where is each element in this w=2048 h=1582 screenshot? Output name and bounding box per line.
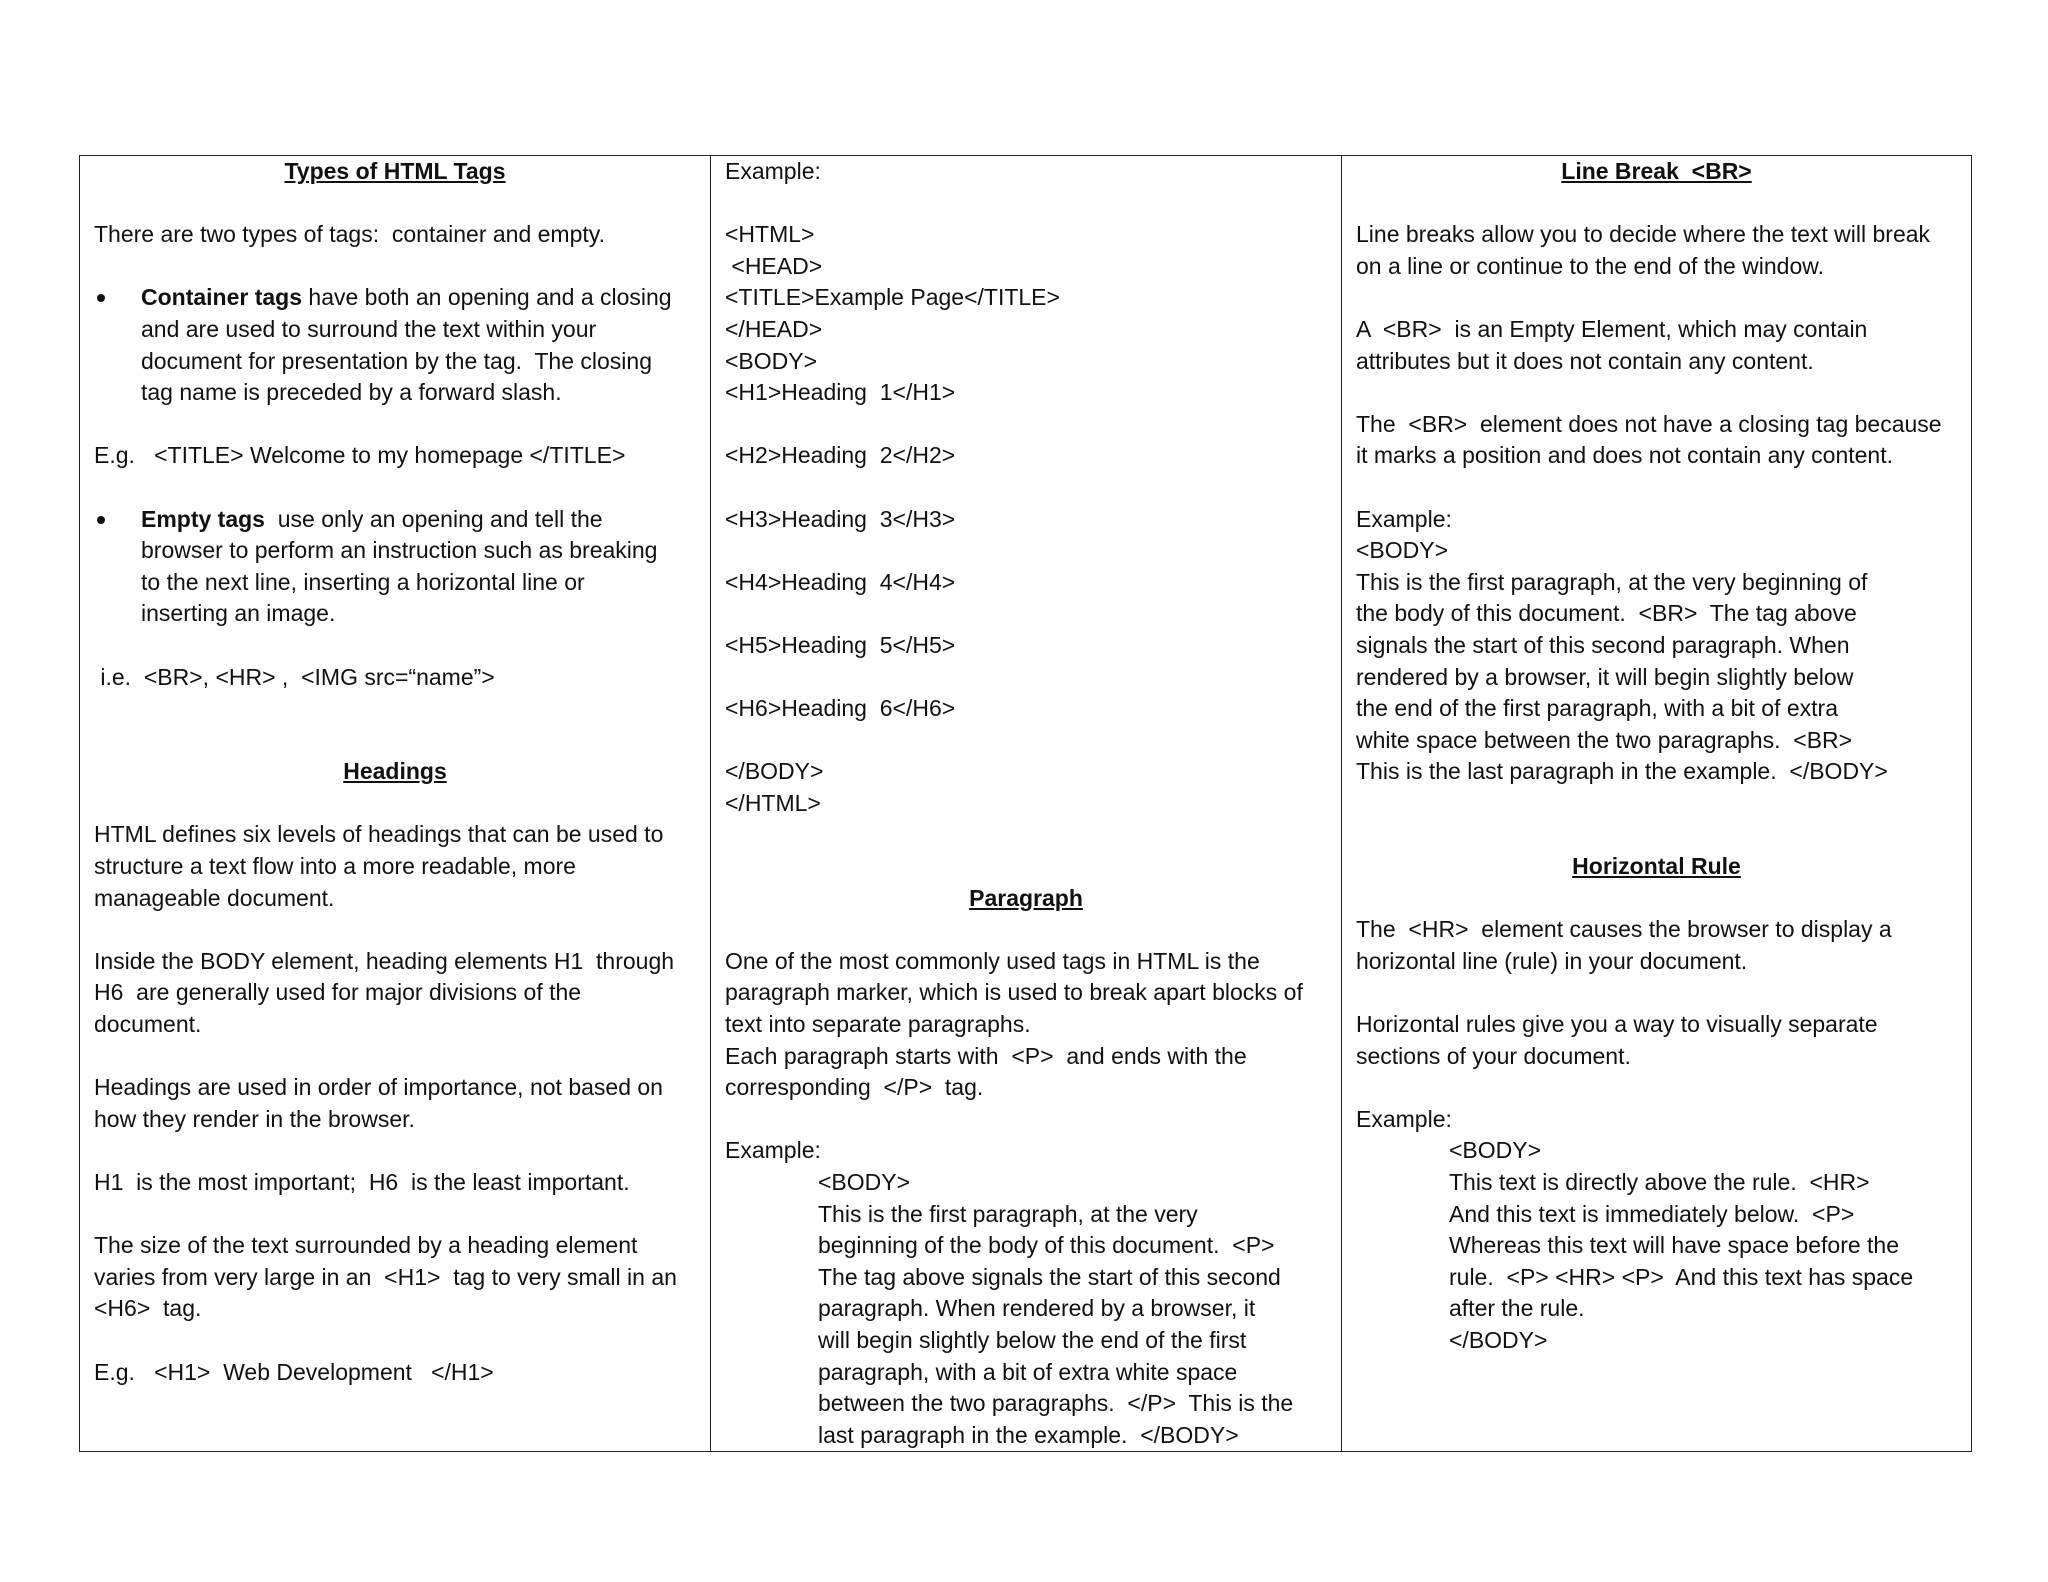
horizontal-rule-title: Horizontal Rule <box>1572 853 1741 880</box>
notes-table <box>79 155 1972 1452</box>
container-tags-term: Container tags <box>141 284 303 311</box>
example-label: Example: <box>725 158 821 184</box>
paragraph-example-label: Example: <box>725 1137 821 1164</box>
html-code-example: <HTML> <HEAD> <TITLE>Example Page</TITLE> </HEAD> <BODY> <H1>Heading 1</H1> <H2>Heading 2</H2> <H3>Heading 3</H3> <H4>Heading 4</H4> <H5>Heading 5</H5> <H6>Heading 6</H6> </BODY> </HTML> <box>725 221 1060 816</box>
h1-example: E.g. <H1> Web Development </H1> <box>94 1358 494 1385</box>
line-break-example-label: Example: <box>1356 505 1452 532</box>
paragraph-title: Paragraph <box>969 884 1083 911</box>
column-example-paragraph: Example: <HTML> <HEAD> <TITLE>Example Page</TITLE> </HEAD> <BODY> <H1>Heading 1</H1> <H2>Heading 2</H2> <H3>Heading 3</H3> <H4>Heading 4</H4> <H5>Heading 5</H5> <H6>Heading 6</H6> </BODY> </HTML> Paragraph One of the most commonly used tags in HTML is the paragraph marker, which is used to break apart blocks of text into separate paragraphs. Each paragraph starts with <P> and ends with the corresponding </P> tag. Example: <BODY> This is the first paragraph, at the very beginning of the body of this document. <P> The tag above signals the start of this second paragraph. When rendered by a browser, it will begin slightly below the end of the first paragraph, with a bit of extra white space between the two paragraphs. </P> This is the last paragraph in the example. </BODY> <box>711 156 1342 1451</box>
intro-text: There are two types of tags: container and empty. <box>94 221 605 248</box>
column-tag-types-headings: Types of HTML Tags There are two types of tags: container and empty. Container tags have both an opening and a closing and are used to surround the text within your document for presentation by the tag. The closing tag name is preceded by a forward slash. E.g. <TITLE> Welcome to my homepage </TITLE> Empty tags use only an opening and tell the browser to perform an instruction such as breaking to the next line, inserting a horizontal line or inserting an image. i.e. <BR>, <HR> , <IMG src=“name”> Headings HTML defines six levels of headings that can be used to structure a text flow into a more readable, more manageable document. Inside the BODY element, heading elements H1 through H6 are generally used for major divisions of the document. Headings are used in order of importance, not based on how they render in the browser. H1 is the most important; H6 is the least important. The size of the text surrounded by a heading element varies from very large in an <H1> tag to very small in an <H6> tag. E.g. <H1> Web Development </H1> <box>80 156 711 1451</box>
empty-tags-term: Empty tags <box>141 505 265 532</box>
title-example: E.g. <TITLE> Welcome to my homepage </TITLE> <box>94 442 626 469</box>
types-of-tags-title: Types of HTML Tags <box>284 158 506 184</box>
column-linebreak-hr: Line Break <BR> Line breaks allow you to decide where the text will break on a line or continue to the end of the window. A <BR> is an Empty Element, which may contain attributes but it does not contain any content. The <BR> element does not have a closing tag because it marks a position and does not contain any content. Example: <BODY> This is the first paragraph, at the very beginning of the body of this document. <BR> The tag above signals the start of this second paragraph. When rendered by a browser, it will begin slightly below the end of the first paragraph, with a bit of extra white space between the two paragraphs. <BR> This is the last paragraph in the example. </BODY> Horizontal Rule The <HR> element causes the browser to display a horizontal line (rule) in your document. Horizontal rules give you a way to visually separate sections of your document. Example: <BODY> This text is directly above the rule. <HR> And this text is immediately below. <P> Whereas this text will have space before the rule. <P> <HR> <P> And this text has space after the rule. </BODY> <box>1342 156 1971 1451</box>
empty-tags-examples: i.e. <BR>, <HR> , <IMG src=“name”> <box>94 663 495 690</box>
horizontal-rule-code-example: <BODY> This text is directly above the rule. <HR> And this text is immediately below. <P> Whereas this text will have space before the rule. <P> <HR> <P> And this text has space after the rule. </BODY> <box>1449 1137 1914 1353</box>
paragraph-code-example: <BODY> This is the first paragraph, at the very beginning of the body of this document. <P> The tag above signals the start of this second paragraph. When rendered by a browser, it will begin slightly below the end of the first paragraph, with a bit of extra white space between the two paragraphs. </P> This is the last paragraph in the example. </BODY> <box>818 1169 1294 1448</box>
horizontal-rule-example-label: Example: <box>1356 1105 1452 1132</box>
line-break-code-example: <BODY> This is the first paragraph, at the very beginning of the body of this document. <BR> The tag above signals the start of this second paragraph. When rendered by a browser, it will begin slightly below the end of the first paragraph, with a bit of extra white space between the two paragraphs. <BR> This is the last paragraph in the example. </BODY> <box>1356 537 1888 785</box>
headings-title: Headings <box>343 758 447 785</box>
container-tags-bullet: Container tags have both an opening and a closing <box>94 282 696 314</box>
line-break-title: Line Break <BR> <box>1561 158 1752 184</box>
empty-tags-bullet: Empty tags use only an opening and tell the <box>94 504 696 536</box>
